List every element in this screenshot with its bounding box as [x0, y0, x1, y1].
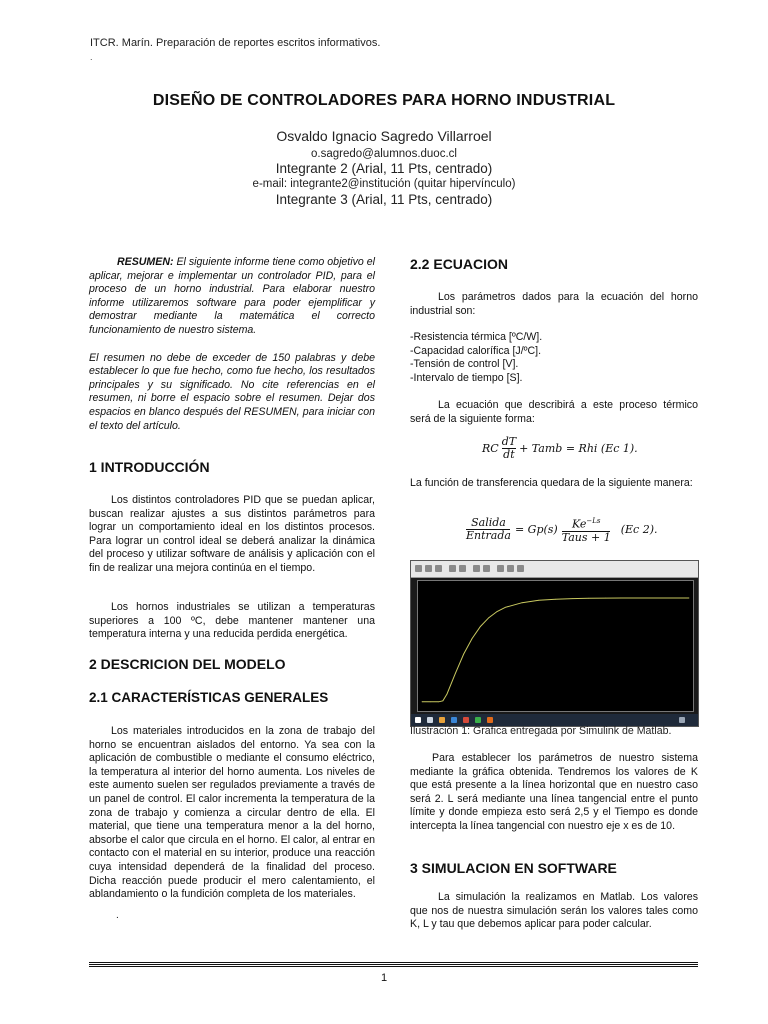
eq2-lden: Entrada [466, 528, 511, 542]
equation-1 [482, 436, 638, 461]
toolbar-button-icon[interactable] [449, 565, 456, 572]
section-title-simulacion: 3 SIMULACION EN SOFTWARE [410, 860, 617, 876]
eq2-tag: (Ec 2). [620, 522, 658, 536]
paper-title: DISEÑO DE CONTROLADORES PARA HORNO INDUSTRIAL [152, 92, 616, 109]
taskbar-app-icon[interactable] [463, 717, 469, 723]
data-point [497, 611, 498, 612]
transfer-description: La función de transferencia quedara de la siguiente manera: [410, 477, 693, 489]
data-point [689, 598, 690, 599]
eq1-num: dT [501, 435, 517, 448]
param-item: -Capacidad calorífica [J/ºC]. [410, 344, 542, 357]
author2-name: Integrante 2 (Arial, 11 Pts, centrado) [275, 161, 493, 176]
parameter-list [410, 331, 698, 385]
data-point [422, 701, 423, 702]
section-title-model: 2 DESCRICION DEL MODELO [89, 656, 286, 672]
data-point [589, 598, 590, 599]
footer-rule-thin [89, 966, 698, 967]
author3-name: Integrante 3 (Arial, 11 Pts, centrado) [275, 192, 493, 207]
figure-paragraph: Para establecer los parámetros de nuestro sistema mediante la gráfica obtenida. Tendremos los valores de K que está presente a la línea horizontal que en nuestro caso será 2. L será mediante una línea tangencial entre el punto límite y donde empieza esto será 2,5 y el Tiempo es donde intercepta la línea tangencial con nuestro eje x es de 10. [410, 752, 698, 832]
data-point [655, 598, 656, 599]
data-point [522, 602, 523, 603]
data-point [443, 700, 444, 701]
taskbar-app-icon[interactable] [427, 717, 433, 723]
eq2-rden: Taus + 1 [561, 530, 611, 544]
param-item: -Intervalo de tiempo [S]. [410, 371, 523, 384]
eq2-mid: = Gp(s) [514, 522, 558, 536]
data-point [480, 626, 481, 627]
abstract-p2: El resumen no debe de exceder de 150 palabras y debe establecer lo que fue hecho, como fue hecho, los resultados principales y su significado. No cite referencias en el resumen, ni borre el espacio sobre el resumen. Dejar dos espacios en blanco después del RESUMEN, para iniciar con el texto del artículo. [89, 351, 375, 432]
abstract-p1: El siguiente informe tiene como objetivo el aplicar, mejorar e implementar un controlador PID, para el proceso de un horno industrial. Para elaborar nuestro informe utilizaremos software para poder ejemplificar y demostrar mediante la matemática el correcto funcionamiento de nuestro sistema. [89, 256, 375, 336]
toolbar-button-icon[interactable] [497, 565, 504, 572]
data-point [555, 599, 556, 600]
scope-plot-area [417, 580, 694, 712]
taskbar-app-icon[interactable] [475, 717, 481, 723]
data-point [472, 638, 473, 639]
data-point [605, 598, 606, 599]
author1-name: Osvaldo Ignacio Sagredo Villarroel [276, 128, 492, 144]
section-title-general: 2.1 CARACTERÍSTICAS GENERALES [89, 690, 329, 705]
start-icon[interactable] [415, 717, 421, 723]
data-point [455, 673, 456, 674]
header-mark: . [90, 52, 93, 62]
eq1-rc: RC [482, 442, 499, 455]
toolbar-button-icon[interactable] [507, 565, 514, 572]
scope-toolbar [411, 561, 698, 578]
taskbar-app-icon[interactable] [451, 717, 457, 723]
toolbar-button-icon[interactable] [459, 565, 466, 572]
toolbar-button-icon[interactable] [435, 565, 442, 572]
abstract [89, 256, 375, 433]
series-line [422, 598, 689, 702]
toolbar-button-icon[interactable] [415, 565, 422, 572]
equation-2 [466, 515, 657, 544]
simulacion-paragraph: La simulación la realizamos en Matlab. Los valores que nos de nuestra simulación serán los valores tales como K, L y tau que debemos aplicar para poder calcular. [410, 891, 698, 931]
data-point [430, 701, 431, 702]
author2-email: e-mail: integrante2@institución (quitar hipervínculo) [252, 178, 516, 190]
param-item: -Tensión de control [V]. [410, 358, 519, 371]
simulink-figure [410, 560, 699, 727]
general-paragraph: Los materiales introducidos en la zona de trabajo del horno se encuentran aislados del entorno. Ya sea con la aplicación de combustible o mediante el consumo eléctrico, la temperatura al interior del horno aumenta. Los niveles de este aumento suelen ser regulados previamente a través de un panel de control. El calor incrementa la temperatura de la zona de trabajo y comienza a circular dentro de ella. El material, que tiene una temperatura menor a la del horno, absorbe el calor que circula en el horno. El calor, al entrar en contacto con el material en su interior, produce una reacción cuya intensidad dependerá de la finalidad del proceso. Dicha reacción puede producir el mero calentamiento, el ablandamiento o la fundición completa de los materiales. [89, 725, 375, 901]
author1-email[interactable]: o.sagredo@alumnos.duoc.cl [311, 148, 457, 160]
toolbar-button-icon[interactable] [425, 565, 432, 572]
toolbar-button-icon[interactable] [483, 565, 490, 572]
eq1-den: dt [503, 448, 515, 461]
footer-rule [89, 962, 698, 965]
general-dot: . [116, 910, 119, 921]
data-point [622, 598, 623, 599]
taskbar-app-icon[interactable] [439, 717, 445, 723]
taskbar-app-icon[interactable] [487, 717, 493, 723]
data-point [672, 598, 673, 599]
param-item: -Resistencia térmica [ºC/W]. [410, 331, 543, 343]
intro-paragraph-2: Los hornos industriales se utilizan a temperaturas superiores a 100 ºC, debe mantener mantener una temperatura interna y una reducida perdida energética. [89, 601, 375, 641]
toolbar-button-icon[interactable] [473, 565, 480, 572]
running-head: ITCR. Marín. Preparación de reportes escritos informativos. [90, 37, 381, 49]
ecuacion-description: La ecuación que describirá a este proceso térmico será de la siguiente forma: [410, 399, 698, 425]
data-point [572, 598, 573, 599]
data-point [538, 600, 539, 601]
data-point [447, 694, 448, 695]
data-point [463, 654, 464, 655]
eq2-rnum: Ke [571, 517, 587, 531]
abstract-label: RESUMEN: [117, 256, 174, 268]
data-point [505, 607, 506, 608]
section-title-ecuacion: 2.2 ECUACION [410, 256, 509, 272]
scope-chart [418, 581, 693, 711]
toolbar-button-icon[interactable] [517, 565, 524, 572]
ecuacion-intro: Los parámetros dados para la ecuación del horno industrial son: [410, 291, 698, 317]
eq2-rexp: −Ls [586, 517, 601, 525]
data-point [438, 701, 439, 702]
data-point [488, 617, 489, 618]
tray-icon[interactable] [679, 717, 685, 723]
section-title-intro: 1 INTRODUCCIÓN [89, 459, 210, 475]
eq1-rest: + Tamb = Rhi (Ec 1). [519, 442, 638, 455]
page-number: 1 [380, 972, 388, 984]
intro-paragraph-1: Los distintos controladores PID que se puedan aplicar, buscan realizar ajustes a sus distintos parámetros para lograr un comportamiento ideal en los distintos procesos. Para lograr un control ideal se deberá analizar la dinámica del proceso y utilizar software de análisis y aplicación con el fin de realizar una mejora continúa en el tiempo. [89, 494, 375, 574]
eq2-lnum: Salida [471, 515, 506, 529]
data-point [639, 598, 640, 599]
figure-caption: Ilustración 1: Grafica entregada por Simulink de Matlab. [410, 725, 672, 737]
